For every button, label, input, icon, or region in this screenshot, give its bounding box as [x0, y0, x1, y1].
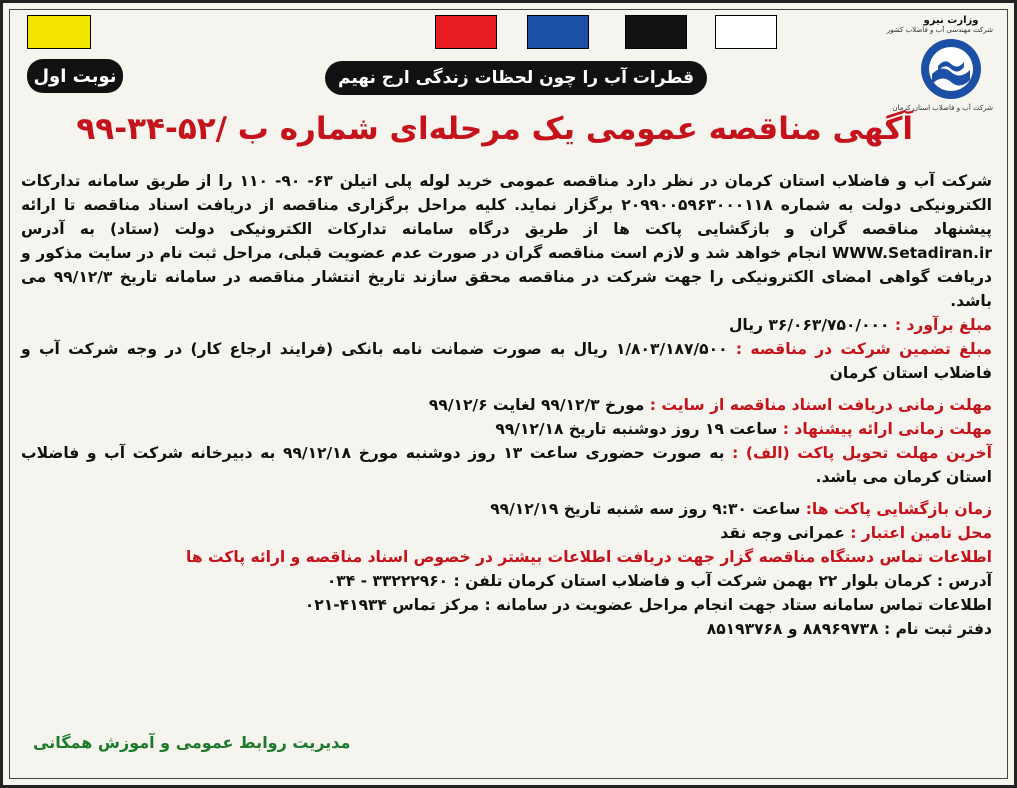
item-value: به صورت حضوری ساعت ۱۳ روز دوشنبه مورخ ۹۹/۱۲/۱۸ به دبیرخانه شرکت آب و فاضلاب استان کرمان می باشد.: [21, 444, 992, 486]
color-swatch-yellow: [27, 15, 91, 49]
item-value: ساعت ۱۹ روز دوشنبه تاریخ ۹۹/۱۲/۱۸: [495, 420, 783, 438]
item-value: عمرانی وجه نقد: [720, 524, 851, 542]
color-swatch-black: [625, 15, 687, 49]
item-proposal-deadline: [21, 417, 992, 441]
item-value: ۱/۸۰۳/۱۸۷/۵۰۰ ریال به صورت ضمانت نامه بانکی (فرایند ارجاع کار) در وجه شرکت آب و فاضلاب استان کرمان: [21, 340, 992, 382]
notice-body: [21, 169, 992, 641]
notice-title: آگهی مناقصه عمومی یک مرحله‌ای شماره ب /۵۲-۳۴-۹۹: [76, 111, 913, 147]
contact-office: دفتر ثبت نام : ۸۸۹۶۹۷۳۸ و ۸۵۱۹۳۷۶۸: [706, 620, 992, 638]
color-swatch-blue: [527, 15, 589, 49]
item-label: زمان بازگشایی پاکت ها:: [805, 500, 992, 518]
logo-company: شرکت مهندسی آب و فاضلاب کشور: [886, 26, 993, 34]
color-swatch-red: [435, 15, 497, 49]
item-estimate: [21, 313, 992, 337]
company-logo: [886, 15, 993, 115]
contact-heading: اطلاعات تماس دستگاه مناقصه گزار جهت دریافت اطلاعات بیشتر در خصوص اسناد مناقصه و ارائه پاکت ها: [186, 548, 992, 566]
intro-paragraph: شرکت آب و فاضلاب استان کرمان در نظر دارد مناقصه عمومی خرید لوله پلی اتیلن ۶۳- ۹۰- ۱۱۰ را از طریق سامانه تدارکات الکترونیکی دولت به شماره ۲۰۹۹۰۰۵۹۶۳۰۰۰۱۱۸ برگزار نماید. کلیه مراحل برگزاری مناقصه از دریافت اسناد مناقصه تا ارائه پیشنهاد مناقصه گران و بازگشایی پاکت ها از طریق درگاه سامانه تدارکات الکترونیکی دولت (ستاد) به آدرس WWW.Setadiran.ir انجام خواهد شد و لازم است مناقصه گران در صورت عدم عضویت قبلی، مراحل ثبت نام در سایت مذکور و دریافت گواهی امضای الکترونیکی را جهت شرکت در مناقصه محقق سازند تاریخ انتشار مناقصه در سامانه تاریخ ۹۹/۱۲/۳ می باشد.: [21, 172, 992, 310]
item-document-deadline: [21, 393, 992, 417]
item-label: مبلغ برآورد :: [894, 316, 992, 334]
slogan-banner: قطرات آب را چون لحظات زندگی ارج نهیم: [325, 61, 707, 95]
logo-ministry: وزارت نیرو: [923, 15, 979, 26]
footer-signature: مدیریت روابط عمومی و آموزش همگانی: [33, 733, 351, 752]
color-swatch-white: [715, 15, 777, 49]
item-value: ۳۶/۰۶۳/۷۵۰/۰۰۰ ریال: [728, 316, 895, 334]
logo-province: شرکت آب و فاضلاب استان کرمان: [892, 104, 993, 112]
contact-setad: اطلاعات تماس سامانه ستاد جهت انجام مراحل عضویت در سامانه : مرکز تماس ۴۱۹۳۴-۰۲۱: [304, 596, 992, 614]
item-label: مهلت زمانی دریافت اسناد مناقصه از سایت :: [649, 396, 992, 414]
round-badge: نوبت اول: [27, 59, 123, 93]
item-envelope-deadline: [21, 441, 992, 489]
item-label: آخرین مهلت تحویل پاکت (الف) :: [732, 444, 992, 462]
item-guarantee: [21, 337, 992, 385]
item-label: مبلغ تضمین شرکت در مناقصه :: [735, 340, 992, 358]
item-funding-source: [21, 521, 992, 545]
item-label: محل تامین اعتبار :: [850, 524, 992, 542]
item-label: مهلت زمانی ارائه پیشنهاد :: [782, 420, 992, 438]
contact-address: آدرس : کرمان بلوار ۲۲ بهمن شرکت آب و فاضلاب استان کرمان تلفن : ۳۳۲۲۲۹۶۰ - ۰۳۴: [326, 572, 992, 590]
item-value: ساعت ۹:۳۰ روز سه شنبه تاریخ ۹۹/۱۲/۱۹: [490, 500, 806, 518]
item-opening-time: [21, 497, 992, 521]
item-value: مورخ ۹۹/۱۲/۳ لغایت ۹۹/۱۲/۶: [428, 396, 650, 414]
water-drop-logo-icon: [918, 36, 984, 102]
